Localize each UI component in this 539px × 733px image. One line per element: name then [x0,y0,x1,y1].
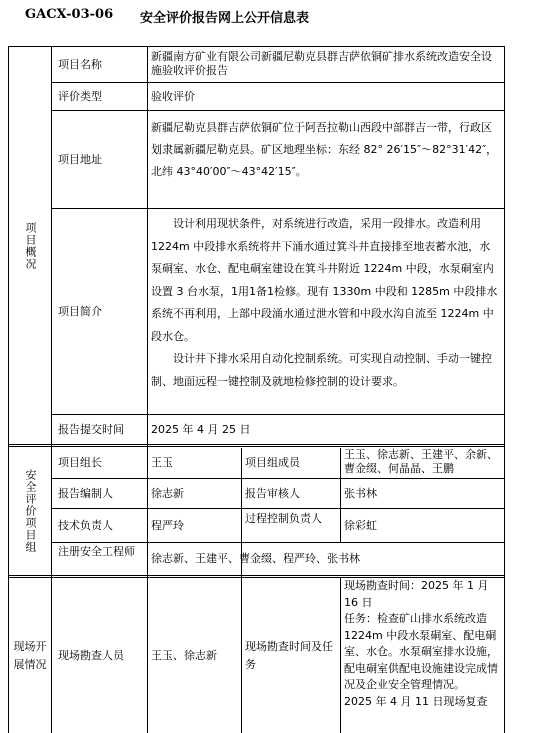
tech-label: 技术负责人 [58,518,113,532]
author-label: 报告编制人 [58,486,113,500]
address-label: 项目地址 [58,152,102,166]
address-value: 新疆尼勒克县群吉萨依铜矿位于阿吾拉勒山西段中部群吉一带，行政区划隶属新疆尼勒克县。矿区地理坐标：东经 82° 26′15″～82°31′42″，北纬 43°40′00″～43°42′15″。 [151,121,498,178]
leader-label: 项目组长 [58,455,102,469]
intro-label: 项目简介 [58,304,102,318]
field-time-line: 现场勘查时间：2025 年 1 月 16 日 [344,579,489,609]
eval-type-value: 验收评价 [151,89,195,103]
members-value: 王玉、徐志新、王建平、余新、曹金缀、何晶晶、王鹏 [344,448,498,475]
tech-value: 程严玲 [151,518,184,532]
field-time-value [341,578,504,733]
process-label: 过程控制负责人 [245,512,322,525]
engineers-label: 注册安全工程师 [58,545,135,558]
header [25,7,310,26]
submit-value: 2025 年 4 月 25 日 [151,422,251,436]
reviewer-label: 报告审核人 [245,486,300,500]
page-title: 安全评价报告网上公开信息表 [140,11,310,26]
field-section-label: 现场开展情况 [13,639,47,671]
project-name-label: 项目名称 [58,57,102,71]
engineers-value: 徐志新、王建平、曹金缀、程严玲、张书林 [151,552,360,565]
author-value: 徐志新 [151,486,184,500]
form-code: GACX-03-06 [25,7,114,22]
eval-type-label: 评价类型 [58,89,102,103]
field-people-label: 现场勘查人员 [58,648,124,662]
leader-value: 王玉 [151,455,173,469]
info-table [8,46,505,733]
field-recheck-line: 2025 年 4 月 11 日现场复查 [344,694,488,708]
field-time-label: 现场勘查时间及任务 [245,639,333,671]
reviewer-value: 张书林 [344,486,377,500]
team-section-label: 安全评价项目组 [24,469,37,553]
intro-value [148,209,504,414]
overview-section-label: 项目概况 [24,221,37,270]
intro-paragraph-2: 设计井下排水采用自动化控制系统。可实现自动控制、手动一键控制、地面远程一键控制及就地检修控制的设计要求。 [151,352,492,388]
field-people-value: 王玉、徐志新 [151,648,217,662]
intro-paragraph-1: 设计利用现状条件，对系统进行改造，采用一段排水。改造利用 1224m 中段排水系统将井下涌水通过箕斗井直接排至地表蓄水池，水泵硐室、水仓、配电硐室建设在箕斗井附近 1224m 中段，水泵硐室内设置 3 台水泵，1用1备1检修。现有 1330m 中段和 1285m 中段排水系统不再利用，上部中段涌水通过泄水管和中段水沟自流至 1224m 中段水仓。 [151,217,498,343]
project-name-value: 新疆南方矿业有限公司新疆尼勒克县群吉萨依铜矿排水系统改造安全设施验收评价报告 [151,50,492,77]
members-label: 项目组成员 [245,455,300,469]
process-value: 徐彩虹 [344,518,377,532]
field-task-line: 任务：检查矿山排水系统改造 1224m 中段水泵硐室、配电硐室、水仓。水泵硐室排水设施，配电硐室供配电设施建设完成情况及企业安全管理情况。 [344,612,498,691]
submit-label: 报告提交时间 [58,422,124,436]
